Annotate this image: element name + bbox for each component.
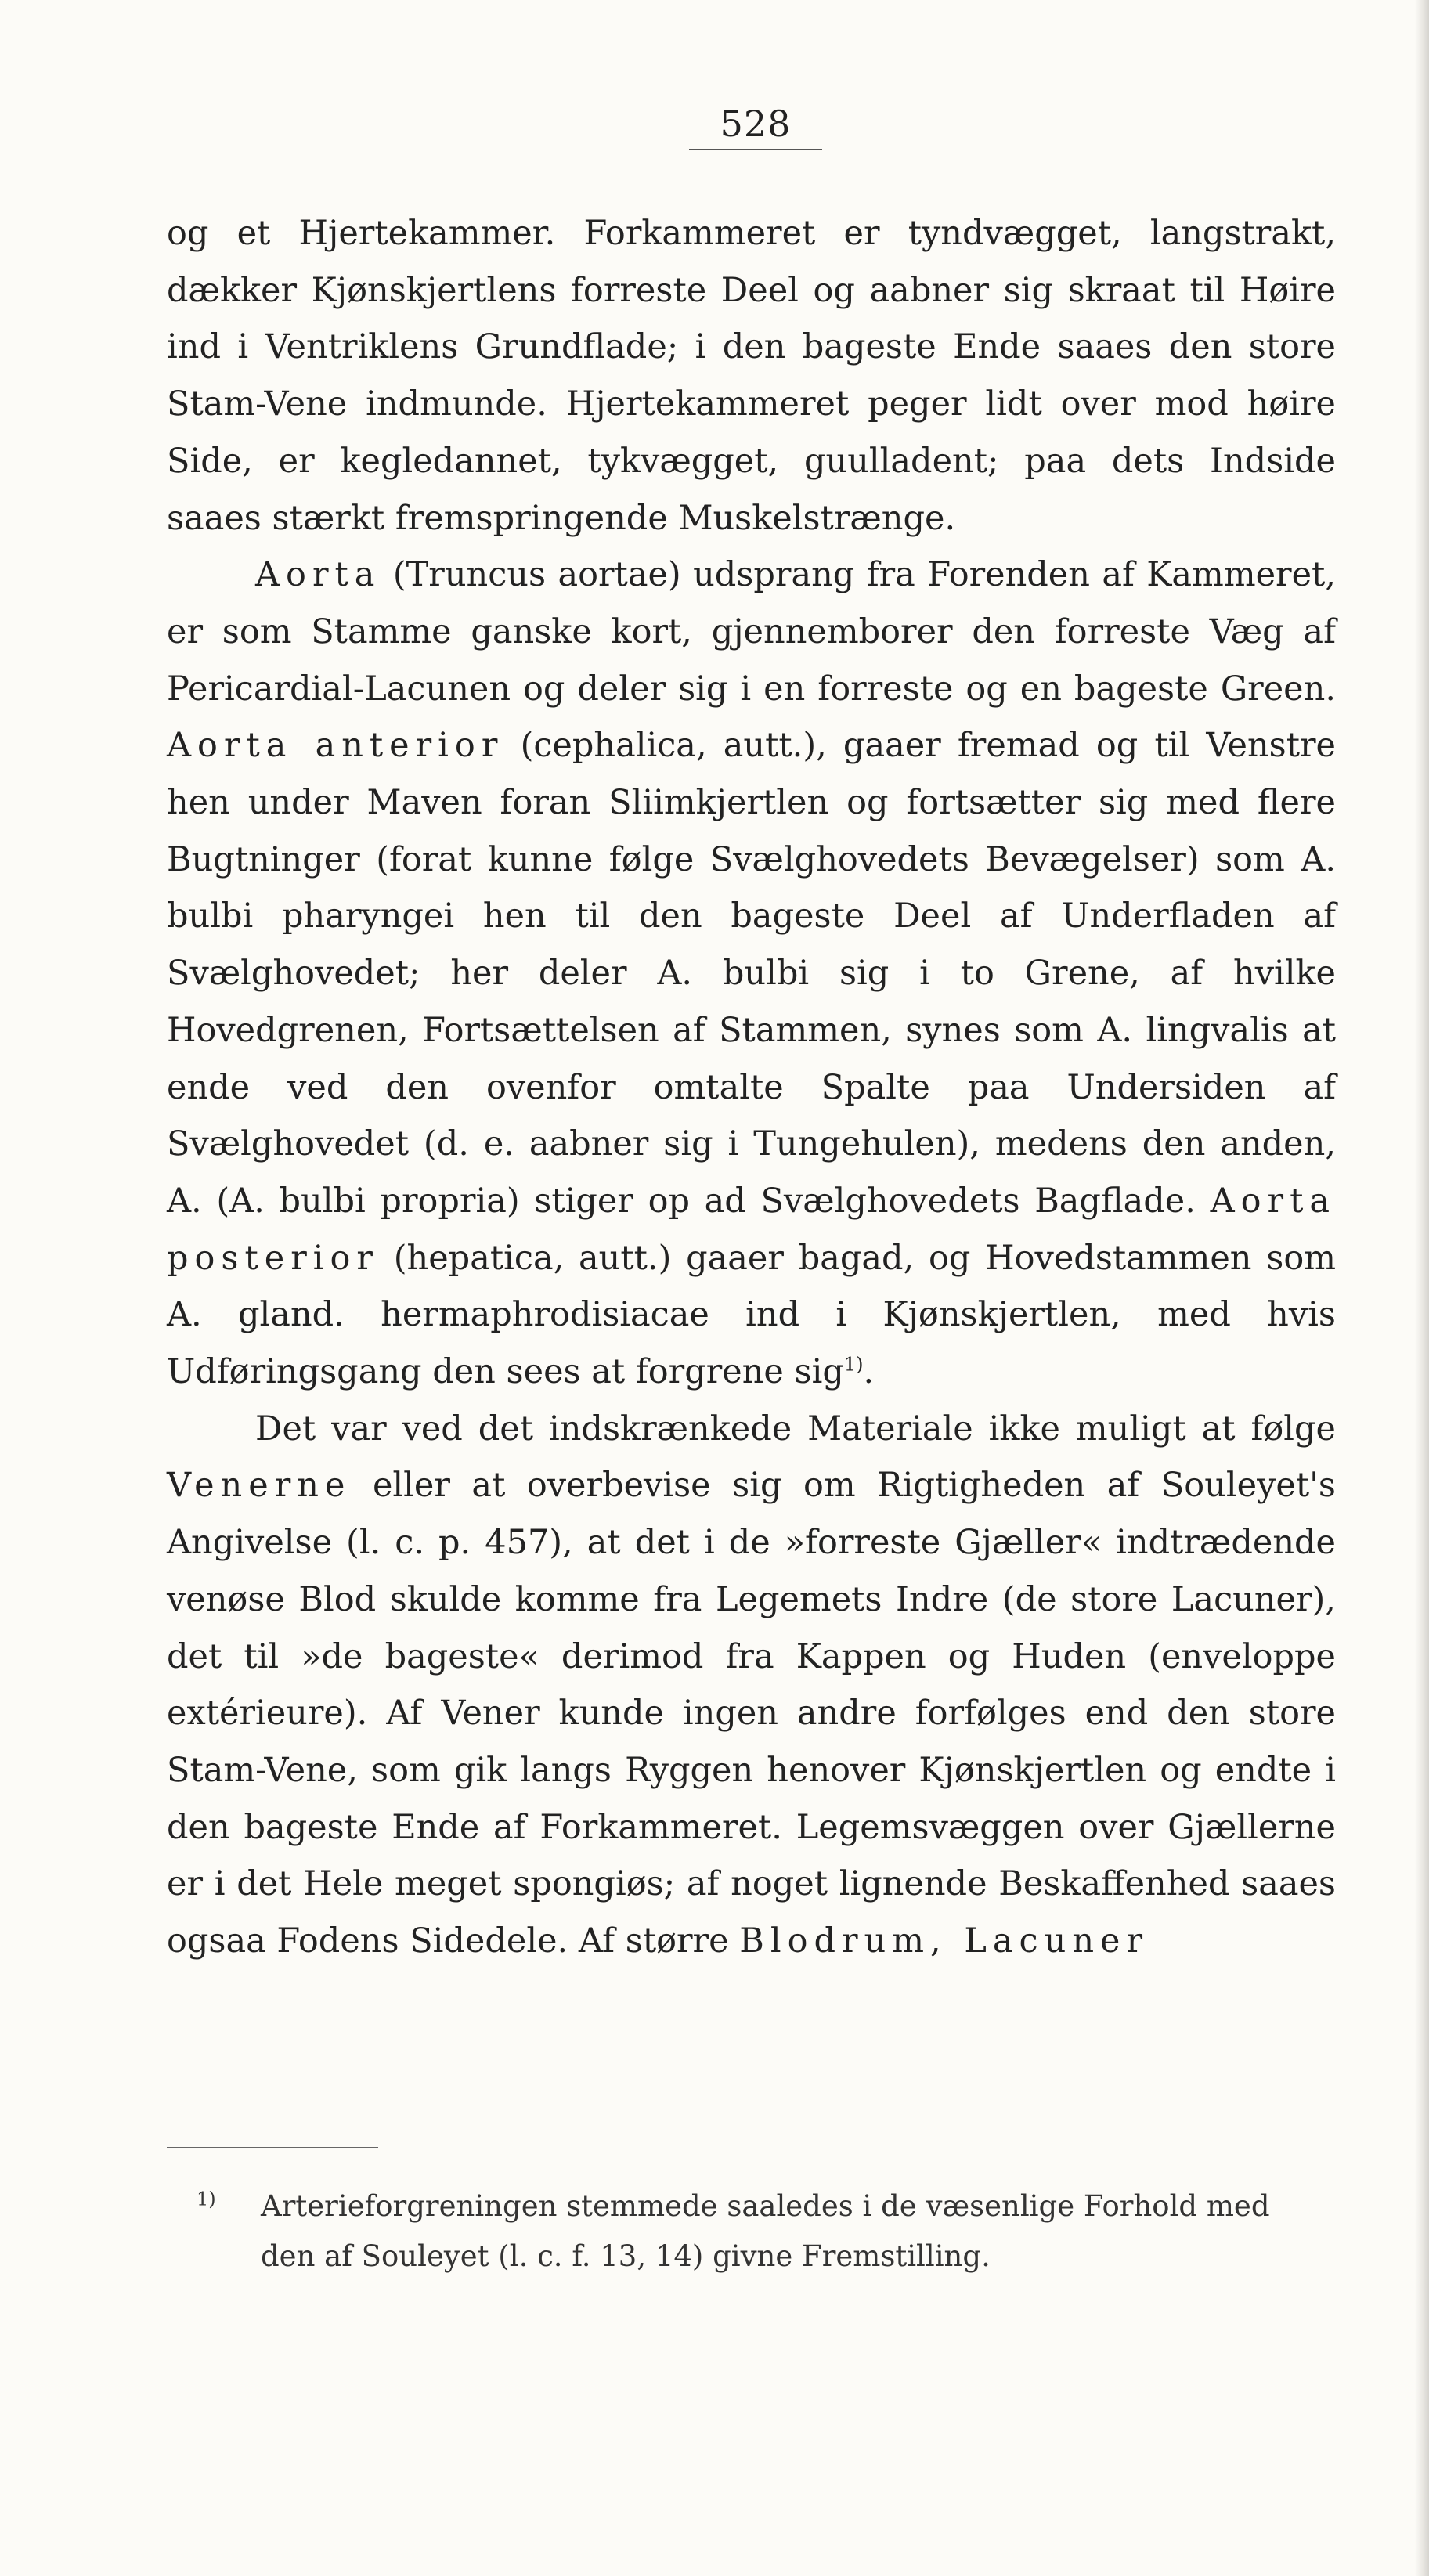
paragraph-3-text-2: eller at overbevise sig om Rigtigheden af Souleyet's Angivelse (l. c. p. 457), at det i de »forreste Gjæller« indtrædende venøse Blod skulde komme fra Legemets Indre (de store Lacuner), det til »de bageste« derimod fra Kappen og Huden (enveloppe extérieure). Af Vener kunde ingen andre forfølges end den store Stam-Vene, som gik langs Ryggen henover Kjønskjertlen og endte i den bageste Ende af Forkammeret. Legemsvæggen over Gjællerne er i det Hele meget spongiøs; af noget lignende Beskaffenhed saaes ogsaa Fodens Sidedele. Af større [167, 1466, 1336, 1961]
spaced-term-aorta-posterior: Aorta posterior [167, 1181, 1336, 1278]
paragraph-2 [167, 547, 1336, 1401]
paragraph-2-text-1: (Truncus aortae) udsprang fra Forenden af Kammeret, er som Stamme ganske kort, gjennemborer den forreste Væg af Pericardial-Lacunen og deler sig i en forreste og en bageste Green. [167, 555, 1337, 709]
spaced-term-aorta-anterior: Aorta anterior [167, 726, 504, 766]
body-text [167, 205, 1336, 1970]
spaced-term-venerne: Venerne [167, 1466, 352, 1506]
paragraph-2-text-3: (hepatica, autt.) gaaer bagad, og Hovedstammen som A. gland. hermaphrodisiacae ind i Kjønskjertlen, med hvis Udføringsgang den sees at forgrene sig [167, 1238, 1336, 1392]
paragraph-1: og et Hjertekammer. Forkammeret er tyndvægget, langstrakt, dækker Kjønskjertlens forreste Deel og aabner sig skraat til Høire ind i Ventriklens Grundflade; i den bageste Ende saaes den store Stam-Vene indmunde. Hjertekammeret peger lidt over mod høire Side, er kegledannet, tykvægget, guulladent; paa dets Indside saaes stærkt fremspringende Muskelstrænge. [167, 214, 1336, 538]
spaced-term-aorta: Aorta [255, 555, 381, 595]
paragraph-3-text-1: Det var ved det indskrænkede Materiale ikke muligt at følge [255, 1409, 1336, 1449]
footnotes [197, 2181, 1308, 2282]
paragraph-2-text-4: . [863, 1352, 875, 1392]
page-edge-shadow [1415, 0, 1429, 2576]
paragraph-2-text-2: (cephalica, autt.), gaaer fremad og til Venstre hen under Maven foran Sliimkjertlen og fortsætter sig med flere Bugtninger (forat kunne følge Svælghovedets Bevægelser) som A. bulbi pharyngei hen til den bageste Deel af Underfladen af Svælghovedet; her deler A. bulbi sig i to Grene, af hvilke Hovedgrenen, Fortsættelsen af Stammen, synes som A. lingvalis at ende ved den ovenfor omtalte Spalte paa Undersiden af Svælghovedet (d. e. aabner sig i Tungehulen), medens den anden, A. (A. bulbi propria) stiger op ad Svælghovedets Bagflade. [167, 726, 1337, 1221]
footnote-mark: 1) [197, 2188, 216, 2210]
footnote-text: Arterieforgreningen stemmede saaledes i de væsenlige Forhold med den af Souleyet (l. c. f. 13, 14) givne Fremstilling. [261, 2189, 1270, 2273]
footnote-reference: 1) [843, 1353, 864, 1376]
footnote-1 [197, 2181, 1308, 2282]
footnote-divider [167, 2147, 378, 2148]
page-number: 528 [689, 100, 822, 150]
paragraph-3 [167, 1401, 1336, 1970]
spaced-term-blodrum-lacuner: Blodrum, Lacuner [739, 1921, 1149, 1961]
